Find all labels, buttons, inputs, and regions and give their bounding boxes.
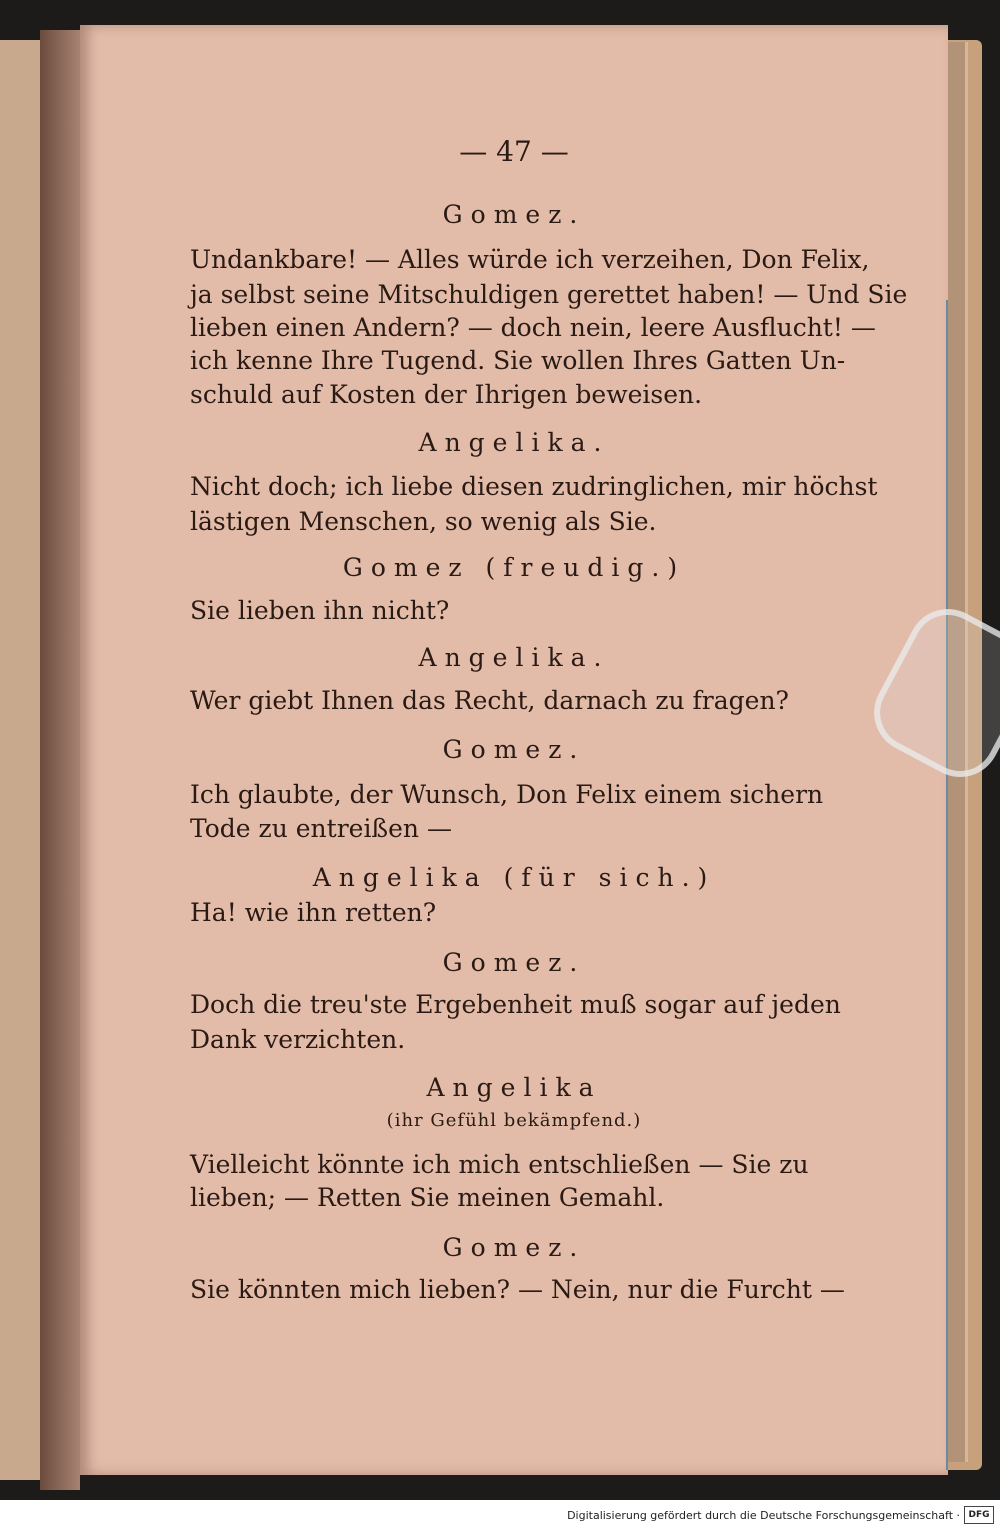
text-line: lieben einen Andern? — doch nein, leere Ausflucht! — xyxy=(190,313,876,342)
page-number: — 47 — xyxy=(459,135,569,168)
text-line: lieben; — Retten Sie meinen Gemahl. xyxy=(190,1183,665,1212)
text-line: Ich glaubte, der Wunsch, Don Felix einem sichern xyxy=(190,780,824,809)
speaker-gomez: Gomez. xyxy=(442,1233,586,1262)
text-line: lästigen Menschen, so wenig als Sie. xyxy=(190,507,657,536)
text-line: Wer giebt Ihnen das Recht, darnach zu fragen? xyxy=(190,686,789,715)
speaker-gomez: Gomez. xyxy=(442,200,586,229)
text-line: Tode zu entreißen — xyxy=(190,814,452,843)
text-line: Ha! wie ihn retten? xyxy=(190,898,437,927)
text-line: ich kenne Ihre Tugend. Sie wollen Ihres Gatten Un- xyxy=(190,346,846,375)
speaker-angelika: Angelika. xyxy=(418,643,610,672)
footer-bar xyxy=(0,1500,1000,1532)
speaker-angelika: Angelika. xyxy=(418,428,610,457)
speaker-gomez: Gomez. xyxy=(442,948,586,977)
speaker-angelika: Angelika xyxy=(426,1073,602,1102)
text-line: schuld auf Kosten der Ihrigen beweisen. xyxy=(190,380,703,409)
speaker-gomez: Gomez. xyxy=(442,735,586,764)
text-line: Sie lieben ihn nicht? xyxy=(190,596,450,625)
text-line: ja selbst seine Mitschuldigen gerettet haben! — Und Sie xyxy=(190,280,908,309)
text-line: Vielleicht könnte ich mich entschließen — Sie zu xyxy=(190,1150,809,1179)
text-line: Nicht doch; ich liebe diesen zudringlichen, mir höchst xyxy=(190,472,878,501)
text-line: Sie könnten mich lieben? — Nein, nur die Furcht — xyxy=(190,1275,845,1304)
text-line: Doch die treu'ste Ergebenheit muß sogar auf jeden xyxy=(190,990,841,1019)
footer-credit: Digitalisierung gefördert durch die Deutsche Forschungsgemeinschaft · xyxy=(567,1509,960,1522)
stage-direction: (ihr Gefühl bekämpfend.) xyxy=(386,1110,642,1131)
text-line: Dank verzichten. xyxy=(190,1025,406,1054)
dfg-logo: DFG xyxy=(964,1506,994,1524)
speaker-gomez: Gomez (freudig.) xyxy=(342,553,686,582)
speaker-angelika: Angelika (für sich.) xyxy=(312,863,716,892)
text-line: Undankbare! — Alles würde ich verzeihen, Don Felix, xyxy=(190,245,870,274)
